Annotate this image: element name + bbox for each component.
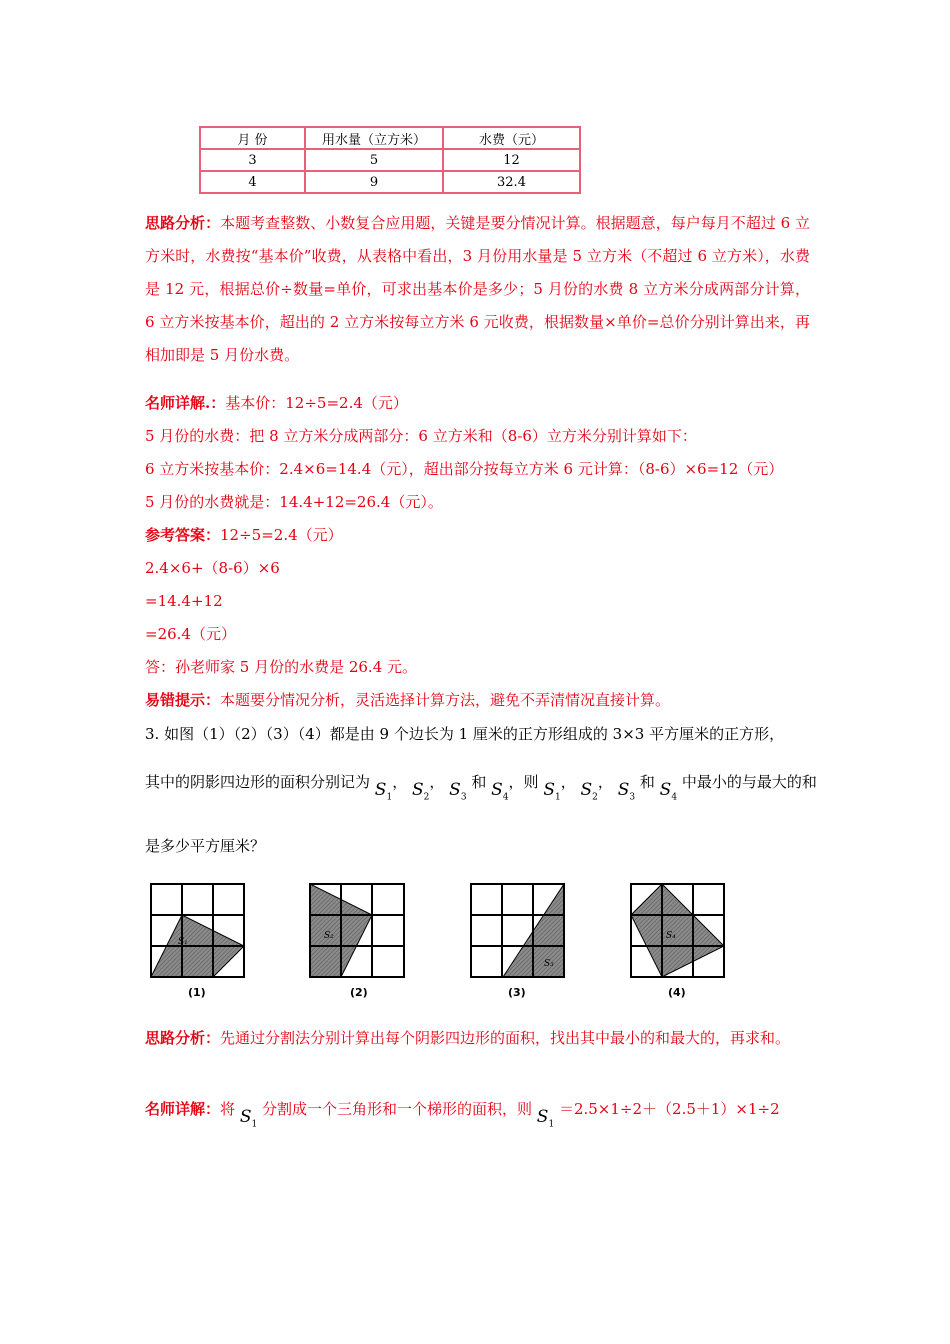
and-word: 和 [471, 773, 487, 791]
area-symbol [536, 1107, 555, 1130]
analysis-label: 思路分析： [145, 1029, 221, 1047]
symbol-letter: S [617, 780, 630, 800]
area-symbol [411, 780, 430, 803]
symbol-letter: S [374, 780, 387, 800]
figure-label: (4) [668, 986, 686, 999]
answer-label: 参考答案： [145, 526, 221, 544]
symbol-sub: 1 [251, 1119, 258, 1130]
table-cell: 32.4 [443, 171, 580, 193]
symbol-sub: 2 [592, 792, 598, 803]
shape-label: S₁ [178, 937, 188, 947]
area-symbol [659, 780, 678, 803]
shape-label: S₂ [324, 931, 334, 941]
analysis-paragraph [145, 1022, 810, 1055]
area-symbol [374, 780, 393, 803]
analysis-text: 本题考查整数、小数复合应用题，关键是要分情况计算。根据题意，每户每月不超过 6 立方米时，水费按“基本价”收费，从表格中看出，3 月份用水量是 5 立方米（不超过 6 立方米），水费是 12 元，根据总价÷数量=单价，可求出基本价是多少；5 月份的水费 8 立方米分成两部分计算，6 立方米按基本价，超出的 2 立方米按每立方米 6 元收费，根据数量×单价=总价分别计算出来，再相加即是 5 月份水费。 [145, 214, 810, 364]
question-text: 中最小的与最大的和 [681, 773, 817, 791]
table-cell: 12 [443, 149, 580, 171]
area-symbol [491, 780, 509, 803]
symbol-letter: S [449, 780, 461, 800]
comma: ， [560, 773, 576, 791]
answer-line [145, 525, 343, 545]
question-line: 是多少平方厘米？ [145, 837, 266, 855]
area-symbol [617, 780, 636, 803]
symbol-letter: S [543, 780, 555, 800]
detail-text: 基本价：12÷5=2.4（元） [225, 394, 408, 412]
table-cell: 4 [200, 171, 305, 193]
tip-line [145, 690, 670, 710]
symbol-letter: S [659, 780, 672, 800]
figure-2 [306, 880, 408, 1002]
table-cell: 5 [305, 149, 443, 171]
water-fee-table [199, 126, 581, 194]
and-word: 和 [639, 773, 655, 791]
symbol-sub: 1 [548, 1119, 555, 1130]
table-header-row [200, 127, 580, 149]
figure-label: (3) [508, 986, 526, 999]
symbol-sub: 3 [460, 792, 467, 803]
answer-line: 2.4×6+（8-6）×6 [145, 559, 280, 577]
symbol-letter: S [239, 1107, 252, 1127]
symbol-sub: 1 [386, 792, 393, 803]
detail-line [145, 1099, 780, 1130]
detail-text: ＝2.5×1÷2＋（2.5＋1）×1÷2 [558, 1100, 780, 1118]
symbol-sub: 4 [671, 792, 678, 803]
table-cell: 3 [200, 149, 305, 171]
detail-text: 将 [220, 1100, 236, 1118]
figure-label: (2) [350, 986, 368, 999]
detail-line: 5 月份的水费就是：14.4+12=26.4（元）。 [145, 493, 443, 511]
symbol-sub: 4 [502, 792, 509, 803]
shape-label: S₃ [544, 959, 554, 969]
symbol-letter: S [491, 780, 503, 800]
comma: ， [429, 773, 445, 791]
table-row [200, 171, 580, 193]
table-header-cell: 水费（元） [443, 127, 580, 149]
analysis-paragraph [145, 207, 810, 372]
symbol-letter: S [536, 1107, 549, 1127]
area-symbol [580, 780, 598, 803]
question-line: 3. 如图（1）（2）（3）（4）都是由 9 个边长为 1 厘米的正方形组成的 3×3 平方厘米的正方形， [145, 725, 785, 743]
symbol-sub: 1 [554, 792, 561, 803]
shaded-quadrilateral [631, 884, 724, 977]
table-cell: 9 [305, 171, 443, 193]
shape-label: S₄ [666, 931, 676, 941]
table-header-cell: 用水量（立方米） [305, 127, 443, 149]
tip-label: 易错提示： [145, 691, 221, 709]
figure-label: (1) [188, 986, 206, 999]
symbol-letter: S [411, 780, 424, 800]
area-symbol [449, 780, 467, 803]
area-symbol [543, 780, 561, 803]
comma: ， [392, 773, 408, 791]
question-line [145, 772, 817, 803]
area-symbol [239, 1107, 258, 1130]
figure-1 [148, 880, 248, 1002]
answer-line: =14.4+12 [145, 592, 223, 610]
detail-label: 名师详解： [145, 1100, 221, 1118]
detail-line: 5 月份的水费：把 8 立方米分成两部分：6 立方米和（8-6）立方米分别计算如下： [145, 427, 697, 445]
analysis-label: 思路分析： [145, 214, 221, 232]
detail-text: 分割成一个三角形和一个梯形的面积，则 [261, 1100, 532, 1118]
figure-3 [468, 880, 568, 1002]
comma: ， [597, 773, 613, 791]
figure-4 [628, 880, 728, 1002]
answer-text: 12÷5=2.4（元） [220, 526, 343, 544]
symbol-sub: 2 [423, 792, 430, 803]
detail-line: 6 立方米按基本价：2.4×6=14.4（元），超出部分按每立方米 6 元计算：（8-6）×6=12（元） [145, 460, 784, 478]
detail-line [145, 393, 408, 413]
symbol-sub: 3 [629, 792, 636, 803]
table-header-cell: 月 份 [200, 127, 305, 149]
detail-label: 名师详解 [145, 394, 206, 412]
analysis-text: 先通过分割法分别计算出每个阴影四边形的面积，找出其中最小的和最大的，再求和。 [220, 1029, 791, 1047]
question-text: 其中的阴影四边形的面积分别记为 [145, 773, 371, 791]
table-row [200, 149, 580, 171]
answer-line: =26.4（元） [145, 625, 236, 643]
answer-line: 答：孙老师家 5 月份的水费是 26.4 元。 [145, 658, 418, 676]
detail-label-mark: . [205, 394, 211, 412]
symbol-letter: S [580, 780, 593, 800]
detail-label-colon: ： [210, 394, 226, 412]
then-word: ，则 [508, 773, 539, 791]
tip-text: 本题要分情况分析，灵活选择计算方法，避免不弄清情况直接计算。 [220, 691, 671, 709]
